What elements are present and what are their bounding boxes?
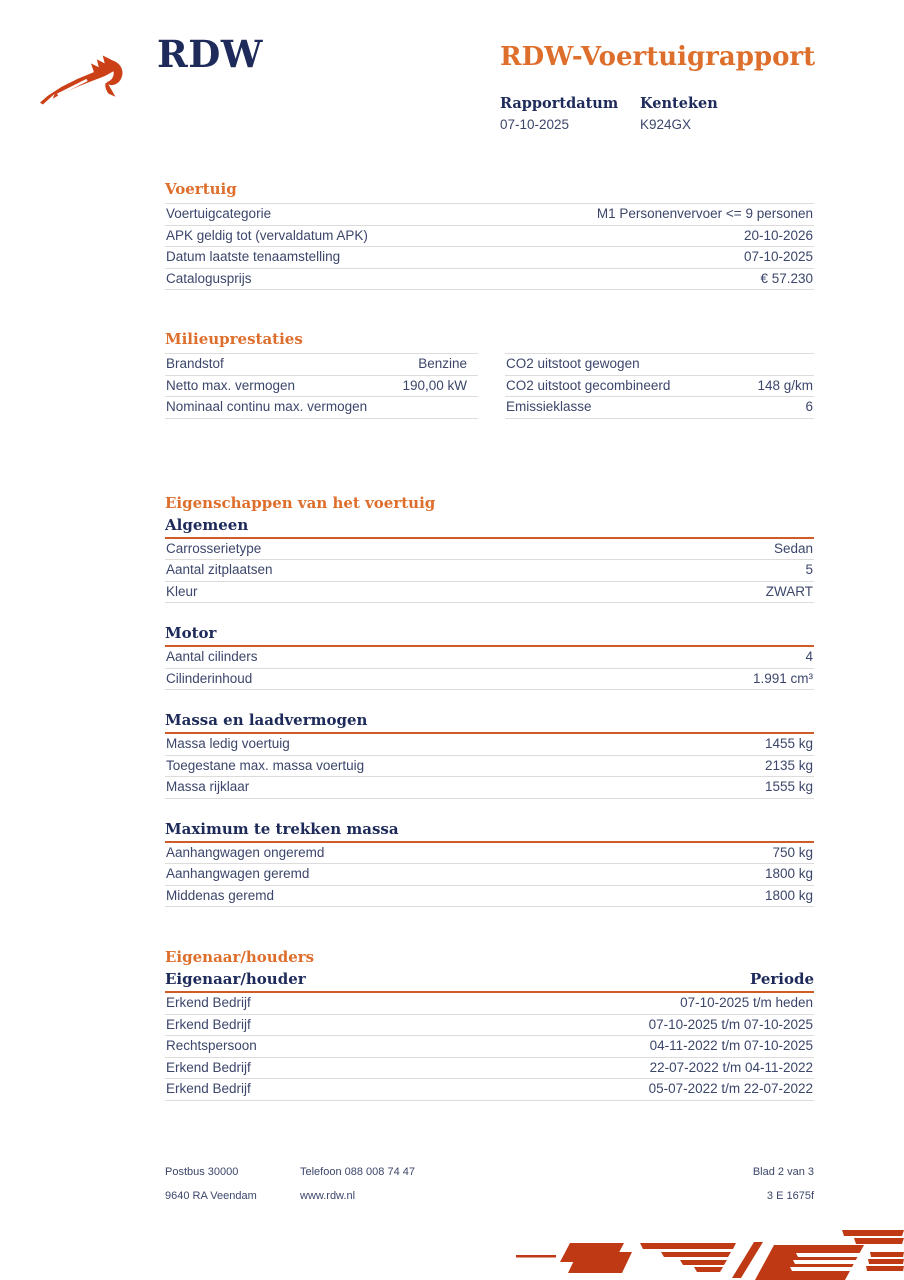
row-label: Catalogusprijs <box>166 270 252 286</box>
section-heading-eigenschappen: Eigenschappen van het voertuig <box>165 493 436 512</box>
table-row <box>165 226 814 248</box>
table-row <box>165 669 814 691</box>
table-row <box>165 376 478 398</box>
table-row <box>165 269 814 291</box>
footer <box>165 1166 814 1203</box>
row-label: Nominaal continu max. vermogen <box>166 399 368 414</box>
row-label: Kleur <box>166 583 198 599</box>
row-label: Voertuigcategorie <box>166 206 272 221</box>
table-row <box>505 397 814 419</box>
table-row <box>165 354 478 376</box>
row-value: 20-10-2026 <box>743 227 813 243</box>
row-label: Aanhangwagen ongeremd <box>166 844 325 860</box>
owner-period: 22-07-2022 t/m 04-11-2022 <box>649 1059 813 1075</box>
footer-address-line2: 9640 RA Veendam <box>165 1190 257 1202</box>
table-row <box>165 539 814 561</box>
row-value: 1555 kg <box>764 779 813 794</box>
row-value: M1 Personenvervoer <= 9 personen <box>596 206 813 221</box>
algemeen-table <box>165 539 814 604</box>
section-heading-eigenaar: Eigenaar/houders <box>165 948 315 966</box>
owner-period: 04-11-2022 t/m 07-10-2025 <box>649 1038 813 1053</box>
owner-row <box>165 1058 814 1080</box>
footer-phone: Telefoon 088 008 74 47 <box>300 1166 415 1178</box>
table-row <box>165 397 478 419</box>
row-label: Massa rijklaar <box>166 779 250 794</box>
section-heading-milieuprestaties: Milieuprestaties <box>165 330 303 348</box>
section-milieuprestaties <box>165 331 814 419</box>
subsection-heading-motor: Motor <box>165 625 814 647</box>
footer-form-code: 3 E 1675f <box>766 1190 814 1202</box>
table-row <box>505 354 814 376</box>
row-value: 6 <box>805 399 813 414</box>
table-row <box>165 886 814 908</box>
rdw-speedlines-icon <box>512 1228 904 1280</box>
row-label: Netto max. vermogen <box>166 377 296 393</box>
row-value: 750 kg <box>772 844 813 860</box>
footer-address-line1: Postbus 30000 <box>165 1166 239 1178</box>
row-value: 190,00 kW <box>402 377 467 393</box>
table-row <box>165 647 814 669</box>
report-content <box>165 181 814 1101</box>
report-meta <box>500 95 816 133</box>
row-value: 2135 kg <box>764 757 813 773</box>
footer-row <box>165 1166 814 1179</box>
footer-row <box>165 1190 814 1203</box>
voertuig-table <box>165 203 814 290</box>
subsection-heading-massa: Massa en laadvermogen <box>165 712 814 734</box>
footer-website: www.rdw.nl <box>300 1190 356 1202</box>
footer-page-indicator: Blad 2 van 3 <box>752 1166 814 1178</box>
motor-table <box>165 647 814 690</box>
subsection-algemeen <box>165 517 814 604</box>
report-date-value: 07-10-2025 <box>500 117 570 132</box>
row-value: 1800 kg <box>764 866 813 881</box>
owner-name: Erkend Bedrijf <box>166 995 251 1010</box>
report-date-block <box>500 95 640 133</box>
subsection-motor <box>165 625 814 690</box>
massa-table <box>165 734 814 799</box>
section-heading-voertuig: Voertuig <box>165 180 237 198</box>
row-value: 1455 kg <box>764 736 813 751</box>
table-row <box>165 560 814 582</box>
table-row <box>165 247 814 269</box>
row-label: Brandstof <box>166 356 224 371</box>
table-row <box>165 582 814 604</box>
table-row <box>165 843 814 865</box>
table-row <box>165 756 814 778</box>
owner-row <box>165 1036 814 1058</box>
table-row <box>165 864 814 886</box>
row-label: Middenas geremd <box>166 887 275 903</box>
row-label: Aantal zitplaatsen <box>166 562 273 577</box>
section-eigenaar-houders <box>165 949 814 1101</box>
milieu-left-column <box>165 353 478 419</box>
owner-period: 07-10-2025 t/m 07-10-2025 <box>648 1016 813 1032</box>
rdw-logo-text: RDW <box>157 32 263 76</box>
row-value: 4 <box>805 649 813 664</box>
row-value: 1800 kg <box>764 887 813 903</box>
maximum-table <box>165 843 814 908</box>
row-label: APK geldig tot (vervaldatum APK) <box>166 227 368 243</box>
row-value: 07-10-2025 <box>743 249 813 264</box>
owner-period: 05-07-2022 t/m 22-07-2022 <box>648 1081 813 1096</box>
row-value: Benzine <box>418 356 467 371</box>
section-voertuig <box>165 181 814 290</box>
owner-name: Rechtspersoon <box>166 1038 257 1053</box>
row-value: 148 g/km <box>757 377 813 393</box>
row-value: Sedan <box>773 540 813 556</box>
owner-column-header: Eigenaar/houder <box>165 970 306 988</box>
row-label: Cilinderinhoud <box>166 670 253 686</box>
table-row <box>165 204 814 226</box>
milieu-columns <box>165 353 814 419</box>
row-label: Carrosserietype <box>166 540 262 556</box>
owner-table-header <box>165 971 814 993</box>
subsection-massa-en-laadvermogen <box>165 712 814 799</box>
row-label: Datum laatste tenaamstelling <box>166 249 341 264</box>
license-plate-label: Kenteken <box>640 95 718 112</box>
report-date-label: Rapportdatum <box>500 95 619 112</box>
owner-table <box>165 993 814 1101</box>
owner-row <box>165 1015 814 1037</box>
row-value: 5 <box>805 562 813 577</box>
subsection-maximum-te-trekken-massa <box>165 821 814 908</box>
table-row <box>165 777 814 799</box>
row-label: Massa ledig voertuig <box>166 736 290 751</box>
row-label: CO2 uitstoot gecombineerd <box>506 377 671 393</box>
row-label: Aanhangwagen geremd <box>166 866 310 881</box>
row-value: € 57.230 <box>760 270 813 286</box>
owner-row <box>165 993 814 1015</box>
owner-name: Erkend Bedrijf <box>166 1059 251 1075</box>
subsection-heading-maximum: Maximum te trekken massa <box>165 821 814 843</box>
report-title: RDW-Voertuigrapport <box>500 42 816 72</box>
owner-name: Erkend Bedrijf <box>166 1016 251 1032</box>
row-label: Emissieklasse <box>506 399 592 414</box>
row-label: CO2 uitstoot gewogen <box>506 356 640 371</box>
row-label: Aantal cilinders <box>166 649 258 664</box>
license-plate-value: K924GX <box>640 117 692 132</box>
owner-name: Erkend Bedrijf <box>166 1081 251 1096</box>
license-plate-block <box>640 95 816 133</box>
table-row <box>165 734 814 756</box>
subsection-heading-algemeen: Algemeen <box>165 517 814 539</box>
owner-row <box>165 1079 814 1101</box>
report-header <box>500 42 816 133</box>
owner-period: 07-10-2025 t/m heden <box>680 995 813 1010</box>
milieu-right-column <box>505 353 814 419</box>
section-eigenschappen <box>165 495 814 908</box>
row-value: 1.991 cm³ <box>752 670 813 686</box>
period-column-header: Periode <box>749 970 814 988</box>
rdw-logo-wing-icon <box>38 50 140 112</box>
row-label: Toegestane max. massa voertuig <box>166 757 365 773</box>
row-value: ZWART <box>765 583 813 599</box>
table-row <box>505 376 814 398</box>
